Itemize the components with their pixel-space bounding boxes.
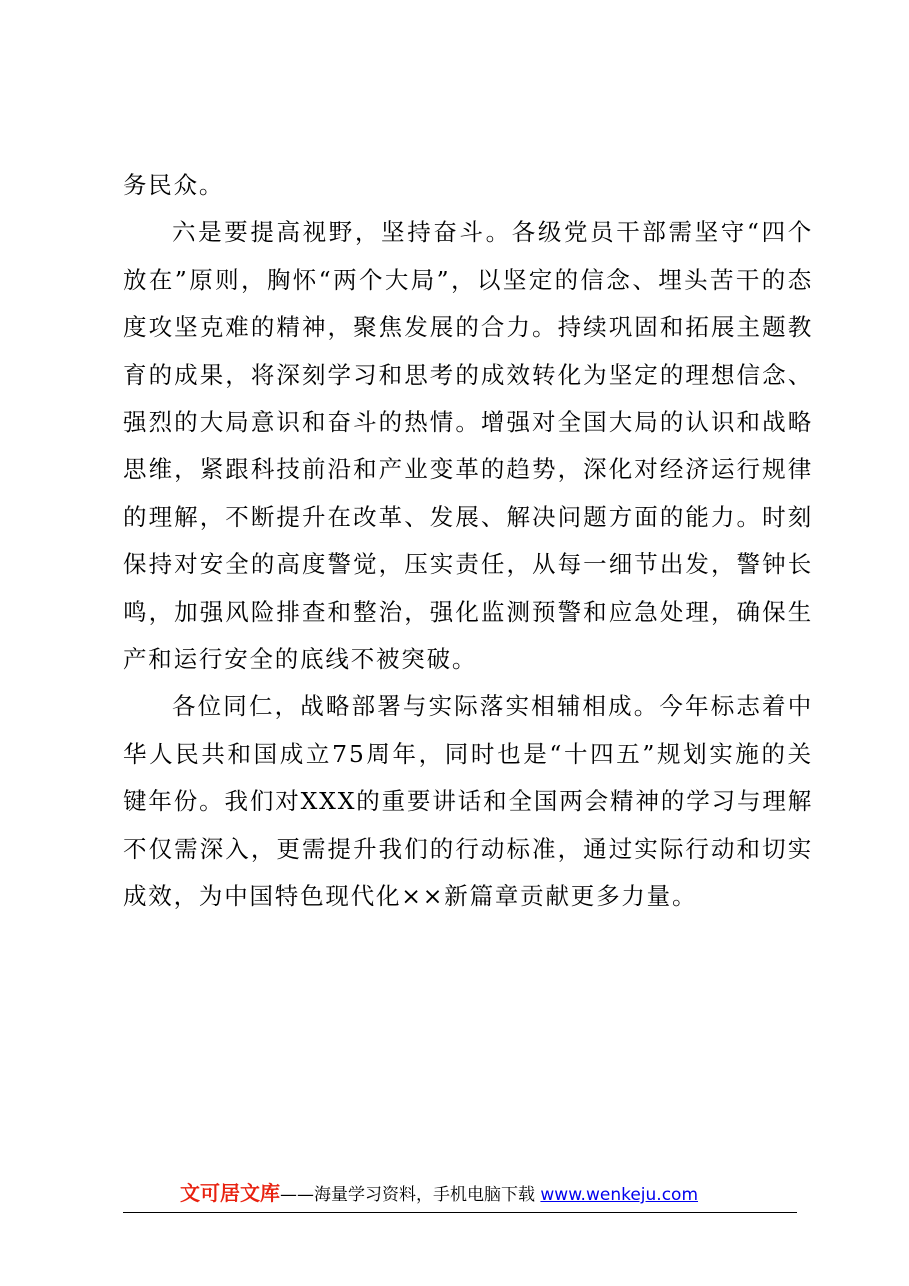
paragraph-six-vision: 六是要提高视野，坚持奋斗。各级党员干部需坚守“四个放在”原则，胸怀“两个大局”，以坚定的信念、埋头苦干的态度攻坚克难的精神，聚焦发展的合力。持续巩固和拓展主题教育的成果，将深刻学习和思考的成效转化为坚定的理想信念、强烈的大局意识和奋斗的热情。增强对全国大局的认识和战略思维，紧跟科技前沿和产业变革的趋势，深化对经济运行规律的理解，不断提升在改革、发展、解决问题方面的能力。时刻保持对安全的高度警觉，压实责任，从每一细节出发，警钟长鸣，加强风险排查和整治，强化监测预警和应急处理，确保生产和运行安全的底线不被突破。 [123,218,813,674]
footer-brand: 文可居文库 [180,1181,280,1205]
footer-slogan: ——海量学习资料，手机电脑下载 [280,1185,535,1205]
footer-divider [123,1212,797,1213]
paragraph-closing: 各位同仁，战略部署与实际落实相辅相成。今年标志着中华人民共和国成立75周年，同时也是“十四五”规划实施的关键年份。我们对XXX的重要讲话和全国两会精神的学习与理解不仅需深入，更需提升我们的行动标准，通过实际行动和切实成效，为中国特色现代化××新篇章贡献更多力量。 [123,692,813,911]
page-footer [123,1176,797,1216]
document-body [123,162,813,921]
footer-site-link[interactable]: www.wenkeju.com [540,1185,699,1205]
paragraph-continuation: 务民众。 [123,171,225,199]
footer-banner [180,1180,698,1208]
